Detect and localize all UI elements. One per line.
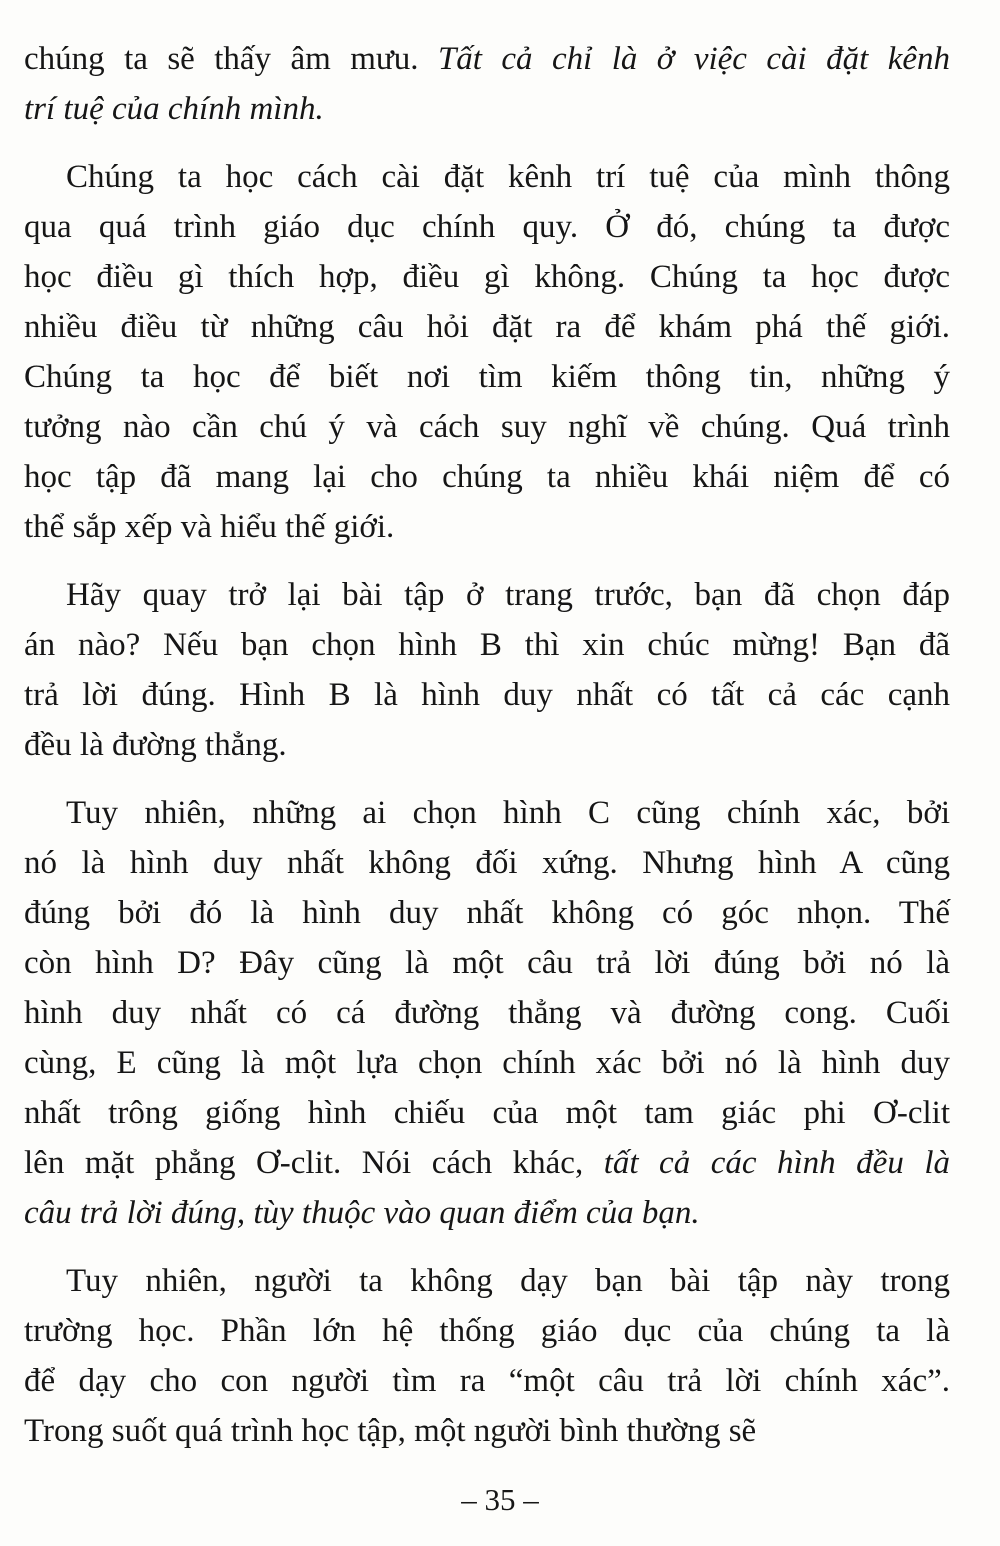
text-line [24,452,950,502]
text-line [24,34,950,84]
text-line [24,620,950,670]
text-run: hình duy nhất có cá đường thẳng và đường cong. Cuối [24,995,950,1031]
text-line [24,152,950,202]
paragraph [24,788,950,1238]
text-line [24,1138,950,1188]
text-run-italic: Tất cả chỉ là ở việc cài đặt kênh [437,41,951,77]
text-run: đúng bởi đó là hình duy nhất không có góc nhọn. Thế [24,895,950,931]
text-line [24,352,950,402]
text-run: án nào? Nếu bạn chọn hình B thì xin chúc mừng! Bạn đã [24,627,950,663]
page-number: – 35 – [461,1482,539,1517]
text-run: chúng ta sẽ thấy âm mưu. [24,41,438,77]
text-run: Chúng ta học cách cài đặt kênh trí tuệ của mình thông [66,159,950,195]
text-line [24,1356,950,1406]
text-line [24,1088,950,1138]
text-line [24,670,950,720]
text-run: nhất trông giống hình chiếu của một tam giác phi Ơ-clit [24,1095,950,1131]
text-run-italic: tất cả các hình đều là [603,1145,950,1181]
text-line [24,1406,950,1456]
text-line [24,720,950,770]
text-run: Tuy nhiên, những ai chọn hình C cũng chính xác, bởi [66,795,950,831]
text-line [24,788,950,838]
paragraph [24,152,950,552]
text-line [24,1306,950,1356]
text-line [24,838,950,888]
text-run: qua quá trình giáo dục chính quy. Ở đó, chúng ta được [24,209,950,245]
text-run: cùng, E cũng là một lựa chọn chính xác bởi nó là hình duy [24,1045,950,1081]
text-run: học điều gì thích hợp, điều gì không. Chúng ta học được [24,259,950,295]
text-line [24,1188,950,1238]
text-run: Hãy quay trở lại bài tập ở trang trước, bạn đã chọn đáp [66,577,950,613]
text-run-italic: câu trả lời đúng, tùy thuộc vào quan điểm của bạn. [24,1195,700,1231]
paragraph [24,34,950,134]
text-run: Tuy nhiên, người ta không dạy bạn bài tập này trong [66,1263,950,1299]
text-run-italic: trí tuệ của chính mình. [24,91,324,127]
text-line [24,202,950,252]
text-line [24,502,950,552]
text-line [24,938,950,988]
page-text [24,34,950,1456]
text-run: thể sắp xếp và hiểu thế giới. [24,509,395,545]
text-run: nhiều điều từ những câu hỏi đặt ra để khám phá thế giới. [24,309,950,345]
text-line [24,988,950,1038]
text-run: để dạy cho con người tìm ra “một câu trả lời chính xác”. [24,1363,950,1399]
text-run: trả lời đúng. Hình B là hình duy nhất có tất cả các cạnh [24,677,950,713]
text-run: lên mặt phẳng Ơ-clit. Nói cách khác, [24,1145,604,1181]
text-line [24,402,950,452]
text-line [24,1038,950,1088]
text-run: trường học. Phần lớn hệ thống giáo dục của chúng ta là [24,1313,950,1349]
paragraph [24,1256,950,1456]
text-line [24,302,950,352]
text-line [24,252,950,302]
text-line [24,888,950,938]
text-run: Chúng ta học để biết nơi tìm kiếm thông tin, những ý [24,359,950,395]
text-run: Trong suốt quá trình học tập, một người bình thường sẽ [24,1413,757,1449]
text-line [24,570,950,620]
text-run: học tập đã mang lại cho chúng ta nhiều khái niệm để có [24,459,950,495]
text-run: đều là đường thẳng. [24,727,287,763]
text-run: còn hình D? Đây cũng là một câu trả lời đúng bởi nó là [24,945,950,981]
text-line [24,1256,950,1306]
text-run: tưởng nào cần chú ý và cách suy nghĩ về chúng. Quá trình [24,409,950,445]
text-run: nó là hình duy nhất không đối xứng. Nhưng hình A cũng [24,845,950,881]
text-line [24,84,950,134]
paragraph [24,570,950,770]
